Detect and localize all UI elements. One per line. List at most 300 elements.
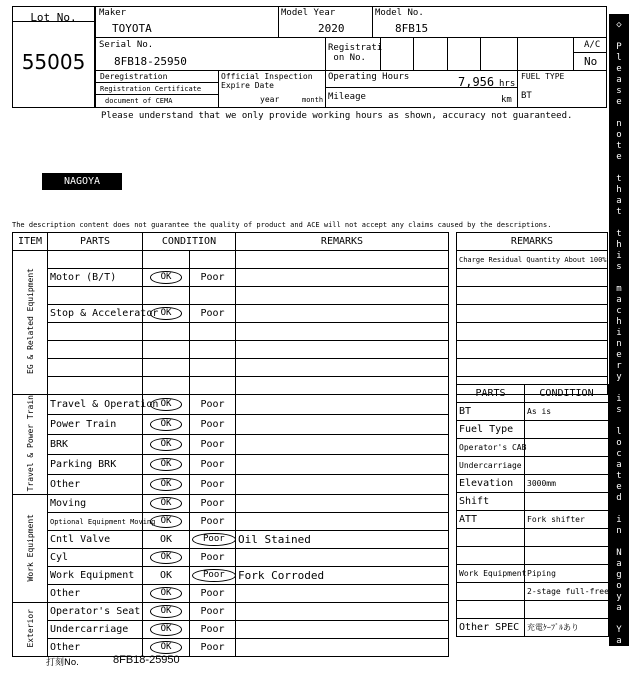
sidebar-char: a	[616, 603, 622, 613]
sidebar-char	[609, 163, 629, 174]
sidebar-char: h	[616, 185, 622, 195]
table-row	[13, 603, 449, 621]
ok-mark: OK	[150, 587, 183, 600]
spec-part	[457, 601, 525, 619]
sidebar-char: s	[616, 86, 622, 96]
remarks-table	[456, 232, 608, 395]
divider	[325, 70, 326, 108]
sidebar-char: l	[616, 427, 622, 437]
spec-condition: 3000mm	[525, 475, 609, 493]
table-row	[13, 475, 449, 495]
spec-part: Elevation	[457, 475, 525, 493]
section-label	[13, 395, 48, 495]
table-header-row	[13, 233, 449, 251]
section-label-text: Work Equipment	[25, 513, 35, 582]
lot-label: Lot No.	[30, 11, 77, 24]
table-row	[13, 531, 449, 549]
inspection-label: Official Inspection Expire Date	[221, 72, 313, 90]
section-label	[13, 603, 48, 657]
part-name	[48, 377, 143, 395]
header-item: ITEM	[13, 233, 48, 251]
spec-part: Operator's CAB	[457, 439, 525, 457]
ok-cell[interactable]	[143, 341, 190, 359]
sidebar-char: i	[616, 515, 622, 525]
part-name: Other	[48, 475, 143, 495]
part-name	[48, 287, 143, 305]
part-name: Other	[48, 639, 143, 657]
sidebar-char: h	[616, 317, 622, 327]
ok-mark: OK	[150, 398, 183, 411]
stamp-value: 8FB18-25950	[113, 654, 180, 666]
operating-hours-label: Operating Hours	[328, 72, 410, 82]
section-label-text: Exterior	[25, 609, 35, 648]
sidebar-char: a	[616, 460, 622, 470]
sidebar-char: h	[616, 240, 622, 250]
divider	[95, 37, 607, 38]
part-name: Work Equipment	[48, 567, 143, 585]
part-name: Optional Equipment Moving	[48, 513, 143, 531]
registration-certificate-label: Registration Certificate	[100, 85, 202, 93]
part-name	[48, 323, 143, 341]
sidebar-char	[609, 273, 629, 284]
sidebar-char: c	[616, 306, 622, 316]
ok-cell[interactable]	[143, 455, 190, 475]
remark-cell	[236, 323, 449, 341]
operating-hours-value: 7,956	[458, 75, 495, 89]
deregistration-label: Deregistration	[100, 72, 168, 81]
sidebar-char	[609, 383, 629, 394]
spec-condition: 充電ｹｰﾌﾞﾙあり	[525, 619, 609, 637]
part-name: Moving	[48, 495, 143, 513]
notice-text: Please understand that we only provide working hours as shown, accuracy not guaranteed.	[101, 111, 573, 121]
spec-row	[457, 583, 609, 601]
remark-cell	[236, 435, 449, 455]
table-row	[13, 549, 449, 567]
model-year-label: Model Year	[281, 8, 336, 18]
sidebar-char: l	[616, 53, 622, 63]
poor-cell[interactable]	[190, 621, 236, 639]
spec-condition	[525, 529, 609, 547]
poor-cell[interactable]	[190, 585, 236, 603]
ok-cell[interactable]	[143, 323, 190, 341]
remark-cell	[236, 495, 449, 513]
ok-cell[interactable]	[143, 305, 190, 323]
sidebar-char: t	[616, 229, 622, 239]
ok-mark: OK	[159, 570, 173, 582]
sidebar-char: r	[616, 361, 622, 371]
ok-cell[interactable]	[143, 395, 190, 415]
sidebar-char: s	[616, 405, 622, 415]
sidebar-char: t	[616, 141, 622, 151]
ok-cell[interactable]	[143, 251, 190, 269]
poor-mark: Poor	[200, 308, 225, 319]
divider	[413, 37, 414, 70]
remark-cell	[236, 513, 449, 531]
ac-label: A/C	[584, 40, 601, 50]
sidebar-char: ◇	[616, 20, 622, 30]
maker-label: Maker	[99, 8, 127, 18]
sidebar-char	[609, 416, 629, 427]
table-row	[13, 495, 449, 513]
poor-mark: Poor	[200, 516, 225, 528]
remarks-header: REMARKS	[457, 233, 608, 251]
spec-part	[457, 529, 525, 547]
poor-mark: Poor	[192, 569, 236, 582]
ok-mark: OK	[150, 418, 183, 431]
spec-condition	[525, 457, 609, 475]
maker-value: TOYOTA	[112, 22, 152, 35]
ok-cell[interactable]	[143, 287, 190, 305]
remark-cell	[236, 475, 449, 495]
sidebar-char: d	[616, 658, 622, 668]
spec-part	[457, 583, 525, 601]
ok-cell[interactable]	[143, 585, 190, 603]
table-row	[13, 567, 449, 585]
poor-cell[interactable]	[190, 549, 236, 567]
sidebar-char: t	[616, 207, 622, 217]
ok-cell[interactable]	[143, 495, 190, 513]
ok-cell[interactable]	[143, 359, 190, 377]
remarks-cell	[457, 269, 608, 287]
spec-row	[457, 619, 609, 637]
sidebar-char: t	[616, 471, 622, 481]
ok-cell[interactable]	[143, 603, 190, 621]
fuel-type-value: BT	[521, 91, 532, 101]
sidebar-char: e	[616, 152, 622, 162]
remarks-cell	[457, 341, 608, 359]
divider	[517, 70, 518, 108]
divider	[218, 70, 219, 108]
remarks-row	[457, 287, 608, 305]
table-row	[13, 359, 449, 377]
table-row	[13, 513, 449, 531]
divider	[517, 37, 518, 70]
sidebar-char: e	[616, 97, 622, 107]
month-label: month	[302, 96, 324, 104]
ok-mark: OK	[150, 271, 183, 284]
table-row	[13, 287, 449, 305]
section-label-text: EG & Related Equipment	[25, 268, 35, 374]
ok-cell[interactable]	[143, 377, 190, 395]
spec-part: BT	[457, 403, 525, 421]
part-name: Stop & Accelerator	[48, 305, 143, 323]
part-name: Other	[48, 585, 143, 603]
remark-cell: Fork Corroded	[236, 567, 449, 585]
divider	[573, 52, 607, 53]
poor-mark: Poor	[200, 459, 225, 471]
spec-condition: 2-stage full-free	[525, 583, 609, 601]
remark-cell	[236, 549, 449, 567]
spec-row	[457, 403, 609, 421]
ok-cell[interactable]	[143, 567, 190, 585]
table-row	[13, 435, 449, 455]
sidebar-char: a	[616, 636, 622, 646]
document-cema-label: document of CEMA	[105, 97, 173, 105]
spec-part: Shift	[457, 493, 525, 511]
part-name: Power Train	[48, 415, 143, 435]
table-row	[13, 395, 449, 415]
lot-label-cell	[12, 6, 95, 22]
sidebar-char: y	[616, 592, 622, 602]
poor-cell[interactable]	[190, 269, 236, 287]
poor-mark: Poor	[200, 624, 225, 636]
remark-cell	[236, 603, 449, 621]
section-label	[13, 251, 48, 395]
poor-mark: Poor	[200, 606, 225, 618]
table-row	[13, 269, 449, 287]
poor-mark: Poor	[200, 642, 225, 654]
spec-part: Other SPEC	[457, 619, 525, 637]
spec-row	[457, 493, 609, 511]
remarks-cell	[457, 359, 608, 377]
ok-cell[interactable]	[143, 549, 190, 567]
poor-cell[interactable]	[190, 287, 236, 305]
ok-mark: OK	[150, 307, 183, 320]
sidebar-char: P	[616, 42, 622, 52]
remark-cell	[236, 585, 449, 603]
spec-header-condition: CONDITION	[525, 385, 609, 403]
ok-mark: OK	[150, 641, 183, 654]
ok-cell[interactable]	[143, 513, 190, 531]
remark-cell	[236, 395, 449, 415]
divider	[325, 37, 326, 70]
spec-header-parts: PARTS	[457, 385, 525, 403]
sidebar-char: e	[616, 64, 622, 74]
poor-cell[interactable]	[190, 455, 236, 475]
spec-part: ATT	[457, 511, 525, 529]
ok-mark: OK	[150, 497, 183, 510]
poor-cell[interactable]	[190, 341, 236, 359]
ok-mark: OK	[150, 551, 183, 564]
poor-cell[interactable]	[190, 495, 236, 513]
poor-cell[interactable]	[190, 435, 236, 455]
sidebar-char	[609, 537, 629, 548]
ok-cell[interactable]	[143, 621, 190, 639]
part-name: Motor (B/T)	[48, 269, 143, 287]
poor-cell[interactable]	[190, 395, 236, 415]
spec-part: Fuel Type	[457, 421, 525, 439]
sidebar-char: n	[616, 339, 622, 349]
divider	[278, 6, 279, 37]
poor-cell[interactable]	[190, 415, 236, 435]
spec-row	[457, 529, 609, 547]
poor-mark: Poor	[200, 552, 225, 564]
poor-cell[interactable]	[190, 567, 236, 585]
sidebar-char: n	[616, 526, 622, 536]
remark-cell	[236, 377, 449, 395]
table-row	[13, 455, 449, 475]
spec-condition	[525, 421, 609, 439]
divider	[95, 70, 607, 71]
remark-cell	[236, 269, 449, 287]
poor-cell[interactable]	[190, 639, 236, 657]
inspection-table	[12, 232, 449, 657]
poor-cell[interactable]	[190, 323, 236, 341]
spec-row	[457, 547, 609, 565]
ok-mark: OK	[159, 534, 173, 546]
remarks-cell	[457, 323, 608, 341]
sidebar-char	[609, 108, 629, 119]
poor-mark: Poor	[200, 399, 225, 411]
sidebar-char: a	[616, 559, 622, 569]
remarks-row	[457, 341, 608, 359]
ac-value: No	[584, 55, 598, 68]
sidebar-char	[609, 504, 629, 515]
spec-table	[456, 384, 609, 637]
poor-mark: Poor	[200, 272, 225, 283]
part-name: Cntl Valve	[48, 531, 143, 549]
table-row	[13, 341, 449, 359]
poor-cell[interactable]	[190, 377, 236, 395]
poor-cell[interactable]	[190, 251, 236, 269]
remarks-row	[457, 323, 608, 341]
divider	[447, 37, 448, 70]
table-row	[13, 585, 449, 603]
poor-cell[interactable]	[190, 475, 236, 495]
part-name: Parking BRK	[48, 455, 143, 475]
table-row	[13, 323, 449, 341]
sidebar-char: m	[616, 284, 622, 294]
spec-condition	[525, 601, 609, 619]
sidebar-char: Y	[616, 625, 622, 635]
poor-cell[interactable]	[190, 305, 236, 323]
remark-cell	[236, 251, 449, 269]
ok-mark: OK	[150, 478, 183, 491]
spec-condition	[525, 439, 609, 457]
remark-cell	[236, 287, 449, 305]
remarks-row	[457, 251, 608, 269]
spec-row	[457, 421, 609, 439]
poor-cell[interactable]	[190, 603, 236, 621]
spec-condition	[525, 493, 609, 511]
sidebar-char: d	[616, 493, 622, 503]
sidebar-char: a	[616, 196, 622, 206]
remarks-row	[457, 359, 608, 377]
serial-label: Serial No.	[99, 40, 154, 50]
sidebar-char: g	[616, 570, 622, 580]
model-no-value: 8FB15	[395, 22, 429, 35]
poor-mark: Poor	[200, 419, 225, 431]
location-notice-sidebar	[609, 14, 629, 690]
ok-mark: OK	[150, 438, 183, 451]
divider	[95, 82, 218, 83]
table-row	[13, 621, 449, 639]
sidebar-char: n	[616, 119, 622, 129]
divider	[372, 6, 373, 37]
ok-mark: OK	[150, 605, 183, 618]
spec-row	[457, 601, 609, 619]
section-label-text: Travel & Power Train	[25, 395, 35, 492]
ok-cell[interactable]	[143, 269, 190, 287]
registration-label: Registrati on No.	[328, 43, 383, 63]
stamp-label: 打刻No.	[46, 658, 79, 668]
spec-condition: Fork shifter	[525, 511, 609, 529]
remark-cell	[236, 359, 449, 377]
model-year-value: 2020	[318, 22, 345, 35]
km-unit: km	[501, 95, 512, 105]
sidebar-char: o	[616, 581, 622, 591]
sidebar-char	[609, 669, 629, 680]
model-no-label: Model No.	[375, 8, 424, 18]
sidebar-char	[609, 614, 629, 625]
divider	[573, 37, 574, 70]
remark-cell	[236, 621, 449, 639]
poor-mark: Poor	[200, 588, 225, 600]
sidebar-char: o	[616, 438, 622, 448]
spec-row	[457, 565, 609, 583]
sidebar-char: r	[616, 647, 622, 657]
remarks-cell	[457, 305, 608, 323]
sidebar-char	[609, 218, 629, 229]
year-label: year	[260, 95, 280, 104]
spec-row	[457, 511, 609, 529]
spec-row	[457, 457, 609, 475]
ok-cell[interactable]	[143, 475, 190, 495]
ok-cell[interactable]	[143, 531, 190, 549]
poor-cell[interactable]	[190, 531, 236, 549]
divider	[95, 94, 218, 95]
ok-mark: OK	[150, 458, 183, 471]
divider	[480, 37, 481, 70]
spec-row	[457, 439, 609, 457]
part-name: Travel & Operation	[48, 395, 143, 415]
sidebar-char: i	[616, 328, 622, 338]
part-name: Operator's Seat	[48, 603, 143, 621]
sidebar-char: c	[616, 449, 622, 459]
remarks-row	[457, 305, 608, 323]
spec-header-row	[457, 385, 609, 403]
header-condition: CONDITION	[143, 233, 236, 251]
poor-mark: Poor	[200, 498, 225, 510]
spec-part	[457, 547, 525, 565]
sidebar-char: ◇	[616, 680, 622, 690]
serial-value: 8FB18-25950	[114, 55, 187, 68]
sidebar-char: i	[616, 251, 622, 261]
fuel-type-label: FUEL TYPE	[521, 72, 565, 81]
sidebar-char: N	[616, 548, 622, 558]
remark-cell: Oil Stained	[236, 531, 449, 549]
table-row	[13, 251, 449, 269]
ok-cell[interactable]	[143, 415, 190, 435]
disclaimer-text: The description content does not guarantee the quality of product and ACE will not accept any claims caused by the descriptions.	[12, 221, 552, 229]
sidebar-char: i	[616, 394, 622, 404]
remark-cell	[236, 639, 449, 657]
part-name	[48, 251, 143, 269]
sidebar-char: t	[616, 174, 622, 184]
poor-cell[interactable]	[190, 513, 236, 531]
poor-mark: Poor	[200, 479, 225, 491]
sidebar-char: a	[616, 295, 622, 305]
poor-mark: Poor	[200, 439, 225, 451]
mileage-label: Mileage	[328, 92, 366, 102]
remarks-cell	[457, 287, 608, 305]
sidebar-char: o	[616, 130, 622, 140]
poor-cell[interactable]	[190, 359, 236, 377]
remarks-cell: Charge Residual Quantity About 100%	[457, 251, 608, 269]
poor-mark: Poor	[192, 533, 236, 546]
sidebar-char	[609, 31, 629, 42]
part-name	[48, 359, 143, 377]
remark-cell	[236, 341, 449, 359]
remark-cell	[236, 455, 449, 475]
part-name	[48, 341, 143, 359]
header-remarks: REMARKS	[236, 233, 449, 251]
part-name: Undercarriage	[48, 621, 143, 639]
remarks-row	[457, 269, 608, 287]
ok-cell[interactable]	[143, 435, 190, 455]
sidebar-char: s	[616, 262, 622, 272]
ok-mark: OK	[150, 515, 183, 528]
